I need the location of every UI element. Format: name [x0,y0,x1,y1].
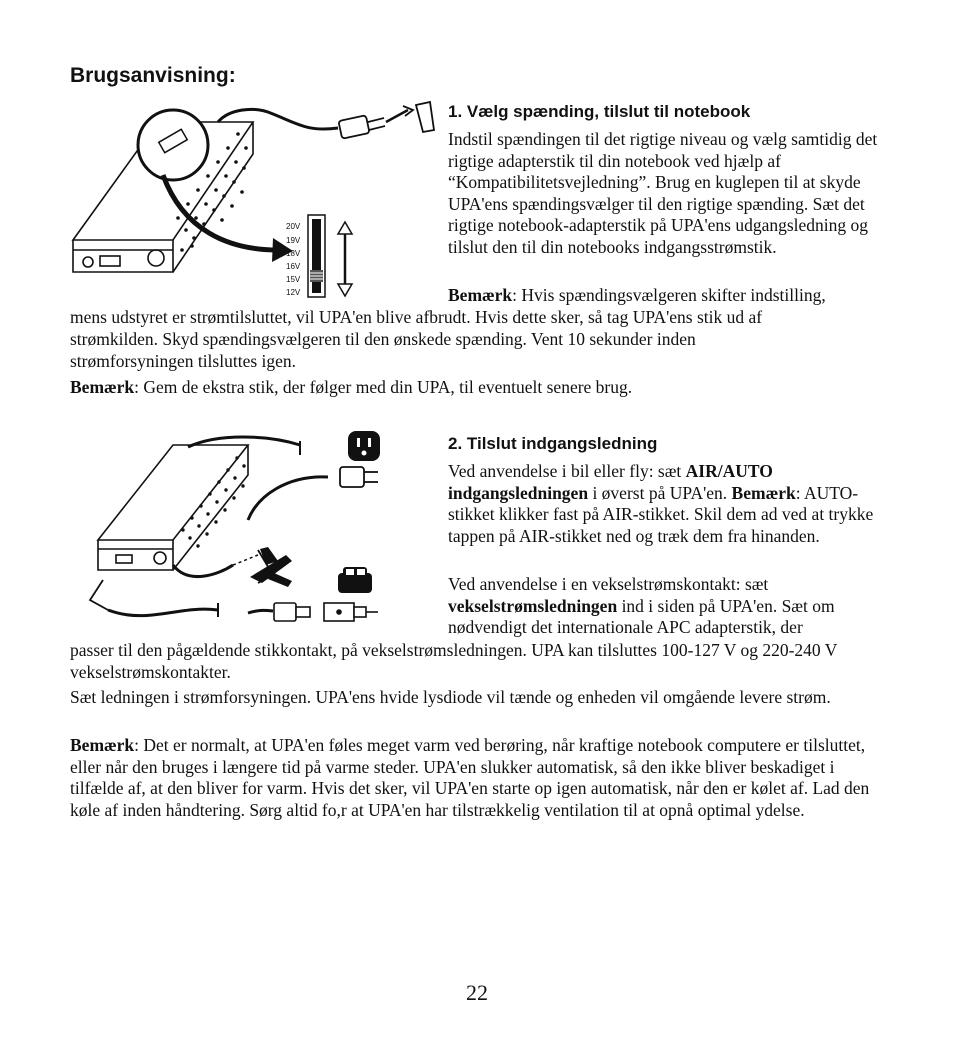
voltage-adapter-illustration [68,100,448,305]
step1-paragraph: Indstil spændingen til det rigtige niveau og vælg samtidig det rigtige adapterstik til din notebook ved hjælp af “Kompatibilitetsvejledning”. Brug en kuglepen til at skyde UPA'ens spændingsvælger til den rigtige spænding. Sæt det rigtige notebook-adapterstik på UPA'ens udgangsledning og tilslut den til din notebooks indgangsstrømstik. [448,129,878,257]
step2-paragraph-ac: Ved anvendelse i en vekselstrømskontakt: sæt vekselstrømsledningen ind i siden på UPA'en. Sæt om nødvendigt det internationale APC adapterstik, der [448,574,835,638]
car-icon [338,567,372,593]
plug-connector-icon [338,102,434,139]
voltage-label: 15V [286,275,301,284]
step1-note-line: strømkilden. Skyd spændingsvælgeren til den ønskede spænding. Vent 10 sekunder inden [70,329,696,349]
note-label: Bemærk [70,377,135,397]
airplane-icon [250,547,292,587]
voltage-selector [286,215,352,297]
voltage-label: 12V [286,288,301,297]
step1-heading: 1. Vælg spænding, tilslut til notebook [448,102,751,121]
voltage-label: 19V [286,236,301,245]
step2-paragraph-plug-in: Sæt ledningen i strømforsyningen. UPA'ens hvide lysdiode vil tænde og enheden vil omgående levere strøm. [70,687,831,707]
voltage-label: 18V [286,249,301,258]
step1-note: Bemærk: Hvis spændingsvælgeren skifter indstilling, [448,285,826,305]
step2-paragraph-ac-continued: passer til den pågældende stikkontakt, på vekselstrømsledningen. UPA kan tilsluttes 100-127 V og 220-240 V vekselstrømskontakter. [70,640,838,682]
step2-heading: 2. Tilslut indgangsledning [448,434,658,453]
note-label: Bemærk [448,285,513,305]
voltage-label: 20V [286,222,301,231]
note-label: Bemærk [70,735,135,755]
step1-note-line: mens udstyret er strømtilsluttet, vil UPA'en blive afbrudt. Hvis dette sker, så tag UPA'ens stik ud af [70,307,763,327]
magnifier-icon [138,110,208,180]
air-auto-plug-icon [248,603,378,621]
step2-note: Bemærk: Det er normalt, at UPA'en føles meget varm ved berøring, når kraftige notebook computere er tilsluttet, eller når den bruges i længere tid på varme steder. UPA'en slukker automatisk, så den ikke bliver beskadiget i tilfælde af, at den bliver for varm. Hvis det sker, vil UPA'en starte op igen automatisk, når den er kølet af. Lad den køle af inden håndtering. Sørg altid fo,r at UPA'en har tilstrækkelig ventilation til at opnå optimal ydelse. [70,735,870,820]
ac-plug-icon [340,467,378,487]
voltage-label: 16V [286,262,301,271]
step1-note-line: strømforsyningen tilsluttes igen. [70,351,297,371]
input-cable-illustration [78,425,408,635]
page-number: 22 [466,980,488,1005]
step2-paragraph-car: Ved anvendelse i bil eller fly: sæt AIR/AUTO indgangsledningen i øverst på UPA'en. Bemærk: AUTO-stikket klikker fast på AIR-stikket. Skil dem ad ved at trykke tappen på AIR-stikket ned og træk dem fra hinanden. [448,461,874,546]
power-adapter-icon [98,445,248,570]
step1-note2: Bemærk: Gem de ekstra stik, der følger med din UPA, til eventuelt senere brug. [70,377,633,397]
wall-outlet-icon [348,431,380,461]
page-title: Brugsanvisning: [70,64,236,87]
